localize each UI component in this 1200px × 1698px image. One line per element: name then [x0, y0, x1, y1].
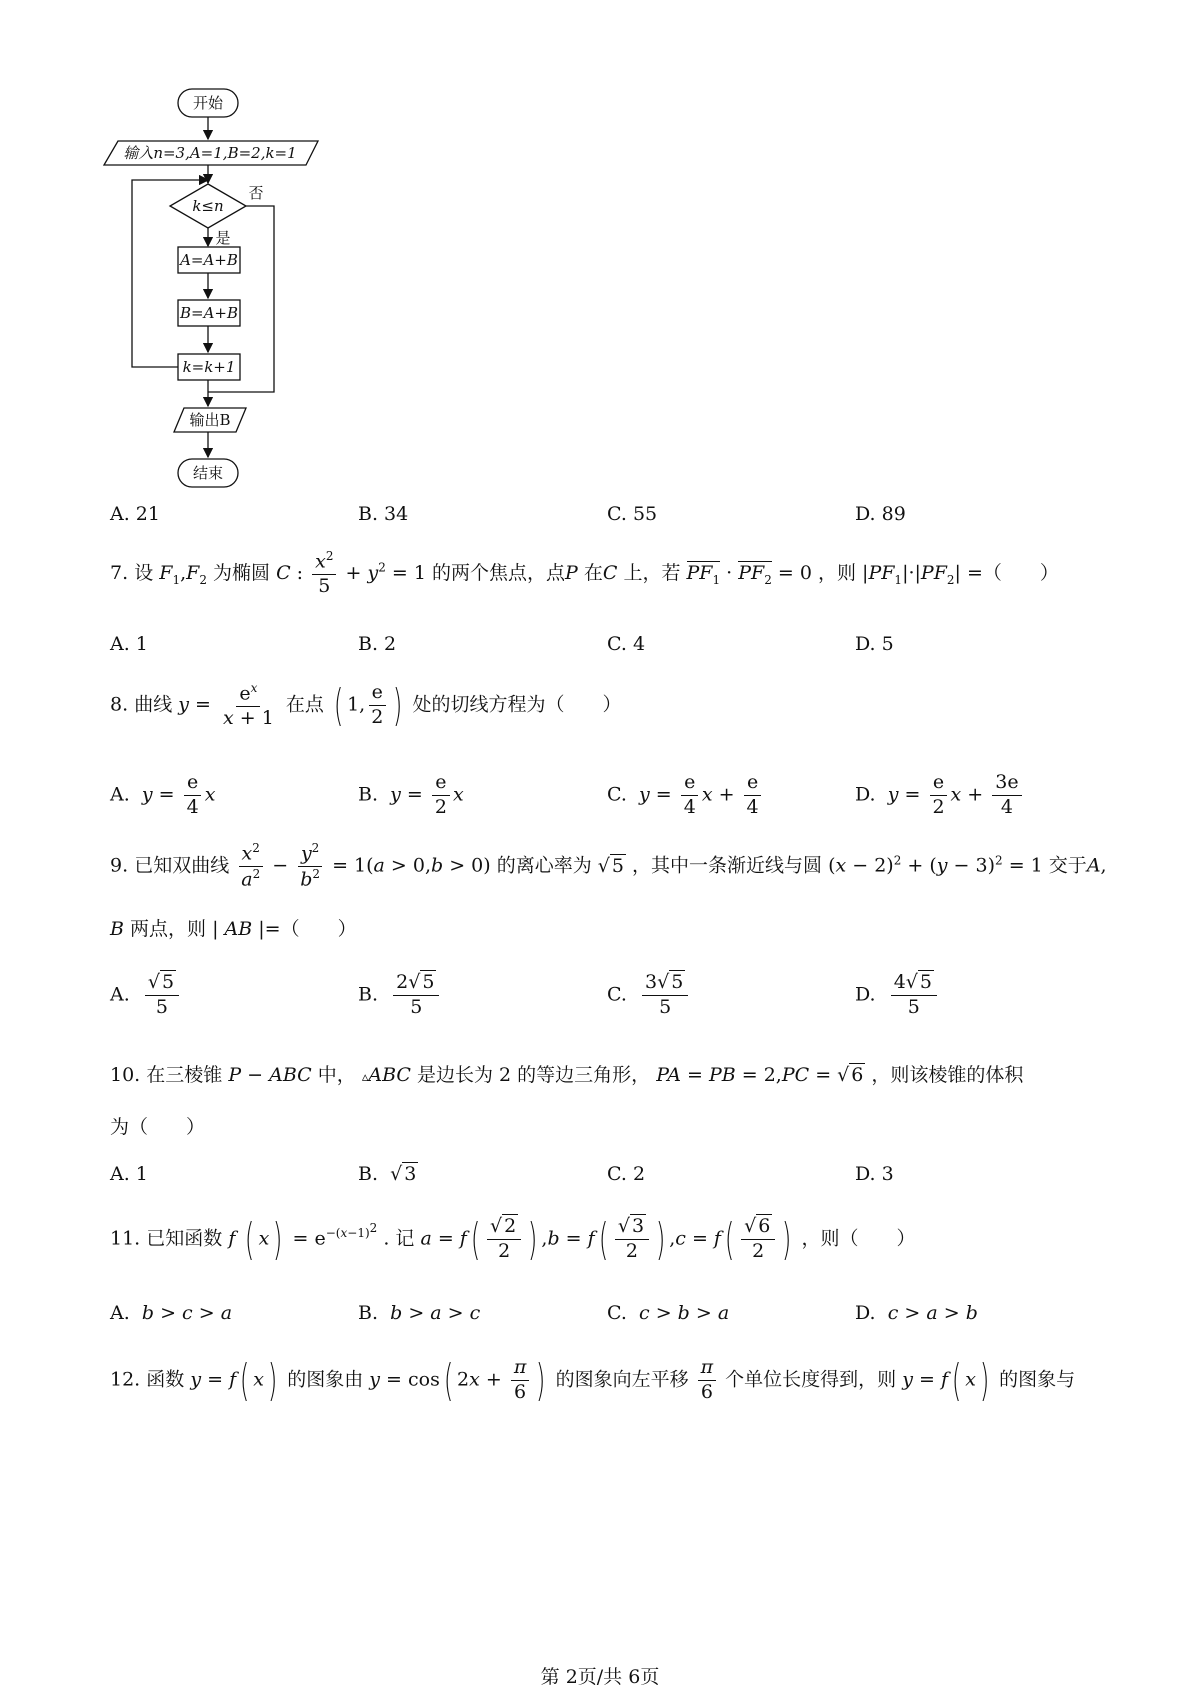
q11-number: 11.	[110, 1227, 141, 1250]
q11-text: . 记	[383, 1227, 415, 1250]
q7-text: 为椭圆	[213, 562, 271, 584]
q9-option-a[interactable]: A. $\frac{√ 5}{5}$	[110, 972, 182, 1019]
q7-option-b[interactable]: B. 2	[358, 633, 397, 655]
q6-option-b[interactable]: B. 34	[358, 503, 409, 525]
q12-text: 个单位长度得到，则	[725, 1368, 897, 1391]
question-8: 8. 曲线 y = $\frac{e^x}{x + 1}$ 在点 ( 1, $\frac{e}{2}$ ) 处的切线方程为（ ）	[110, 680, 622, 731]
question-12: 12. 函数 y = f( x) 的图象由 y = cos( 2x + $\frac{\pi}{6}$ ) 的图象向左平移 $\frac{\pi}{6}$ 个单位长度得到，则 y = f( x) 的图象与	[110, 1355, 1076, 1406]
q12-text: 的图象由	[287, 1368, 364, 1391]
q10-option-c[interactable]: C. 2	[607, 1163, 646, 1185]
flowchart	[100, 88, 340, 538]
q8-option-d[interactable]: D. y = $\frac{e}{2}$ x + $\frac{3e}{4}$	[855, 772, 1025, 819]
q7-option-c[interactable]: C. 4	[607, 633, 646, 655]
q12-number: 12.	[110, 1368, 141, 1391]
q11-option-b[interactable]: B. b > a > c	[358, 1302, 481, 1324]
flowchart-step1-text: A=A+B	[180, 251, 238, 269]
q9-text: 的离心率为	[496, 854, 592, 877]
q11-option-a[interactable]: A. b > c > a	[110, 1302, 233, 1324]
q7-option-a[interactable]: A. 1	[110, 633, 148, 655]
flowchart-condition-text: k≤n	[192, 197, 224, 215]
flowchart-no-label: 否	[248, 184, 264, 202]
q8-text: 处的切线方程为（ ）	[412, 693, 622, 716]
q11-text: 已知函数	[146, 1227, 223, 1250]
q8-text: 在点	[285, 693, 324, 716]
q8-option-a[interactable]: A. y = $\frac{e}{4}$ x	[110, 771, 216, 818]
q10-option-b[interactable]: B. √ 3	[358, 1163, 417, 1185]
q6-option-d[interactable]: D. 89	[855, 503, 906, 525]
q10-text: 在三棱锥	[146, 1064, 223, 1086]
question-10-line2	[110, 1112, 205, 1139]
q8-text: 曲线	[134, 693, 173, 716]
q7-text: 设	[134, 562, 154, 584]
question-7: 7. 设 $F_1,F_2$ 为椭圆 C : $\frac{x^2}{5}$ + $y^2 = 1$ 的两个焦点，点P 在C 上，若 $PF_1 \cdot PF_2 = 0$ ，则 $|PF_1|\cdot|PF_2|$ =（ ）	[110, 549, 1059, 598]
flowchart-output-text: 输出B	[189, 411, 231, 429]
q8-option-c[interactable]: C. y = $\frac{e}{4}$ x + $\frac{e}{4}$	[607, 772, 765, 819]
q8-number: 8.	[110, 693, 129, 716]
q11-text: ，则（ ）	[801, 1227, 916, 1250]
q7-text: ，则	[817, 562, 856, 584]
q10-number: 10.	[110, 1064, 141, 1086]
q7-number: 7.	[110, 562, 129, 584]
q11-option-c[interactable]: C. c > b > a	[607, 1302, 730, 1324]
flowchart-step2-text: B=A+B	[179, 304, 239, 322]
q7-text: =（ ）	[966, 562, 1059, 584]
q9-option-d[interactable]: D. $\frac{4√ 5}{5}$	[855, 972, 940, 1019]
q10-text: 为（ ）	[110, 1116, 206, 1138]
q9-option-c[interactable]: C. $\frac{3√ 5}{5}$	[607, 972, 691, 1019]
question-11: 11. 已知函数 f ( $x) = e^{-(x-1)^2}$ . 记 a = f( $\frac{√ 2}{2}$ ) ,b = f( $\frac{√ 3}{2}$ ) ,c = f( $\frac{√ 6}{2}$ ) ，则（ ）	[110, 1214, 916, 1265]
question-9-line2: B 两点，则 | AB |=（ ）	[110, 918, 357, 940]
q9-number: 9.	[110, 854, 129, 877]
q10-option-d[interactable]: D. 3	[855, 1163, 894, 1185]
q9-text: 两点，则	[130, 918, 207, 940]
q7-text: 上，若	[623, 562, 681, 584]
q9-text: ，其中一条渐近线与圆	[632, 854, 823, 877]
q10-text: 是边长为 2 的等边三角形，	[416, 1064, 651, 1086]
flowchart-input-text: 输入n=3,A=1,B=2,k=1	[123, 144, 297, 162]
q9-text: 交于	[1048, 854, 1087, 877]
question-10: 10. 在三棱锥 P − ABC 中， ▵ABC 是边长为 2 的等边三角形， PA = PB = 2,PC = √ 6 ，则该棱锥的体积	[110, 1064, 1024, 1086]
page-footer: 第 2页/共 6页	[540, 1666, 660, 1688]
q6-option-a[interactable]: A. 21	[110, 503, 160, 525]
q10-option-a[interactable]: A. 1	[110, 1163, 148, 1185]
q12-text: 函数	[146, 1368, 185, 1391]
flowchart-start-text: 开始	[192, 94, 224, 112]
q7-text: 的两个焦点，点	[431, 562, 565, 584]
q9-text: =（ ）	[264, 918, 357, 940]
q6-option-c[interactable]: C. 55	[607, 503, 658, 525]
q10-text: 中，	[317, 1064, 356, 1086]
q11-option-d[interactable]: D. c > a > b	[855, 1302, 978, 1324]
q12-text: 的图象与	[999, 1368, 1076, 1391]
q9-text: 已知双曲线	[134, 854, 230, 877]
flowchart-yes-label: 是	[215, 229, 231, 247]
flowchart-end-text: 结束	[192, 464, 224, 482]
q7-option-d[interactable]: D. 5	[855, 633, 894, 655]
q9-option-b[interactable]: B. $\frac{2√ 5}{5}$	[358, 972, 442, 1019]
q10-text: ，则该棱锥的体积	[871, 1064, 1024, 1086]
q8-option-b[interactable]: B. y = $\frac{e}{2}$ x	[358, 771, 464, 818]
q7-text: 在	[583, 562, 603, 584]
q12-text: 的图象向左平移	[555, 1368, 689, 1391]
question-9: 9. 已知双曲线 $\frac{x^2}{a^2}$ − $\frac{y^2}{b^2}$ = 1(a > 0,b > 0) 的离心率为 √ 5 ，其中一条渐近线与圆 $(x - 2)^2 + (y - 3)^2 = 1$ 交于A,	[110, 841, 1107, 891]
flowchart-step3-text: k=k+1	[182, 358, 236, 376]
